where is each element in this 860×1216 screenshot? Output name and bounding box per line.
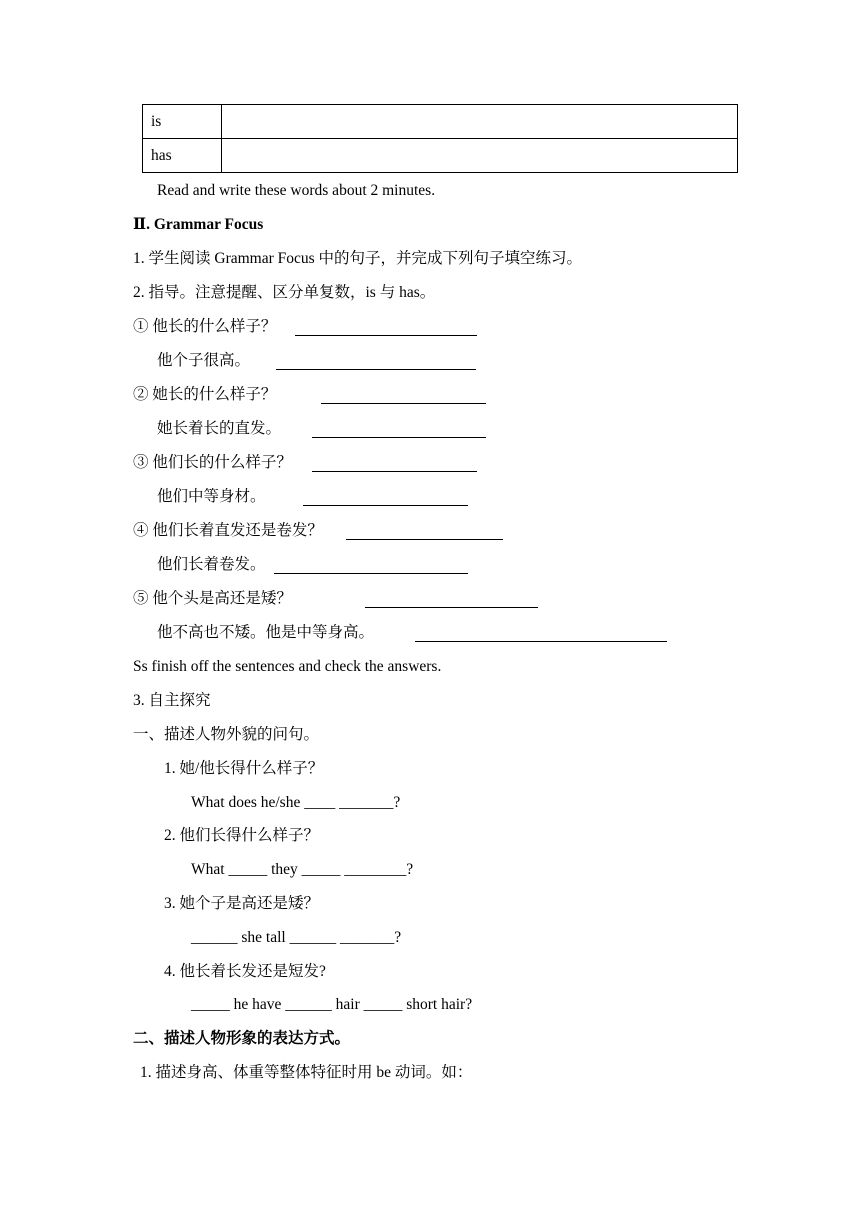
meaning-cell[interactable] (222, 139, 738, 173)
part-2-heading: 二、描述人物形象的表达方式。 (133, 1030, 351, 1047)
section-heading-grammar-focus: Ⅱ. Grammar Focus (133, 216, 264, 233)
step-1-text: 1. 学生阅读 Grammar Focus 中的句子，并完成下列句子填空练习。 (133, 250, 583, 267)
exercise-3-question: ③ 他们长的什么样子？ (133, 454, 292, 471)
part-1-item-1-english: What does he/she ____ _______? (191, 794, 401, 811)
exercise-2-answer-prompt: 她长着长的直发。 (157, 420, 282, 437)
table-row (143, 139, 738, 173)
exercise-2-question: ② 她长的什么样子？ (133, 386, 277, 403)
part-1-item-1-chinese: 1. 她/他长得什么样子？ (164, 760, 324, 777)
part-1-item-4-english: _____ he have ______ hair _____ short hair? (191, 996, 473, 1013)
answer-blank[interactable] (365, 607, 538, 608)
exercise-1-answer-prompt: 他个子很高。 (157, 352, 251, 369)
answer-blank[interactable] (274, 573, 468, 574)
answer-blank[interactable] (415, 641, 667, 642)
part-1-item-4-chinese: 4. 他长着长发还是短发? (164, 963, 326, 980)
exercise-5-question: ⑤ 他个头是高还是矮？ (133, 590, 292, 607)
answer-blank[interactable] (303, 505, 468, 506)
word-cell: is (143, 105, 222, 139)
exercise-1-question: ① 他长的什么样子？ (133, 318, 277, 335)
answer-blank[interactable] (276, 369, 476, 370)
exercise-4-answer-prompt: 他们长着卷发。 (157, 556, 266, 573)
exercise-3-answer-prompt: 他们中等身材。 (157, 488, 266, 505)
answer-blank[interactable] (346, 539, 503, 540)
word-cell: has (143, 139, 222, 173)
part-1-heading: 一、描述人物外貌的问句。 (133, 726, 320, 743)
answer-blank[interactable] (295, 335, 477, 336)
exercise-5-answer-prompt: 他不高也不矮。他是中等身高。 (157, 624, 375, 641)
exercise-4-question: ④ 他们长着直发还是卷发？ (133, 522, 323, 539)
step-2-text: 2. 指导。注意提醒、区分单复数，is 与 has。 (133, 284, 436, 301)
read-instruction: Read and write these words about 2 minutes. (157, 182, 436, 199)
word-table (142, 104, 738, 173)
meaning-cell[interactable] (222, 105, 738, 139)
part-1-item-2-english: What _____ they _____ ________? (191, 861, 414, 878)
step-3-text: 3. 自主探究 (133, 692, 211, 709)
answer-blank[interactable] (312, 437, 486, 438)
part-1-item-3-english: ______ she tall ______ _______? (191, 929, 402, 946)
finish-note: Ss finish off the sentences and check the answers. (133, 658, 442, 675)
part-2-item-1: 1. 描述身高、体重等整体特征时用 be 动词。如： (140, 1064, 473, 1081)
answer-blank[interactable] (312, 471, 477, 472)
answer-blank[interactable] (321, 403, 486, 404)
table-row (143, 105, 738, 139)
part-1-item-2-chinese: 2. 他们长得什么样子？ (164, 827, 320, 844)
part-1-item-3-chinese: 3. 她个子是高还是矮？ (164, 895, 320, 912)
